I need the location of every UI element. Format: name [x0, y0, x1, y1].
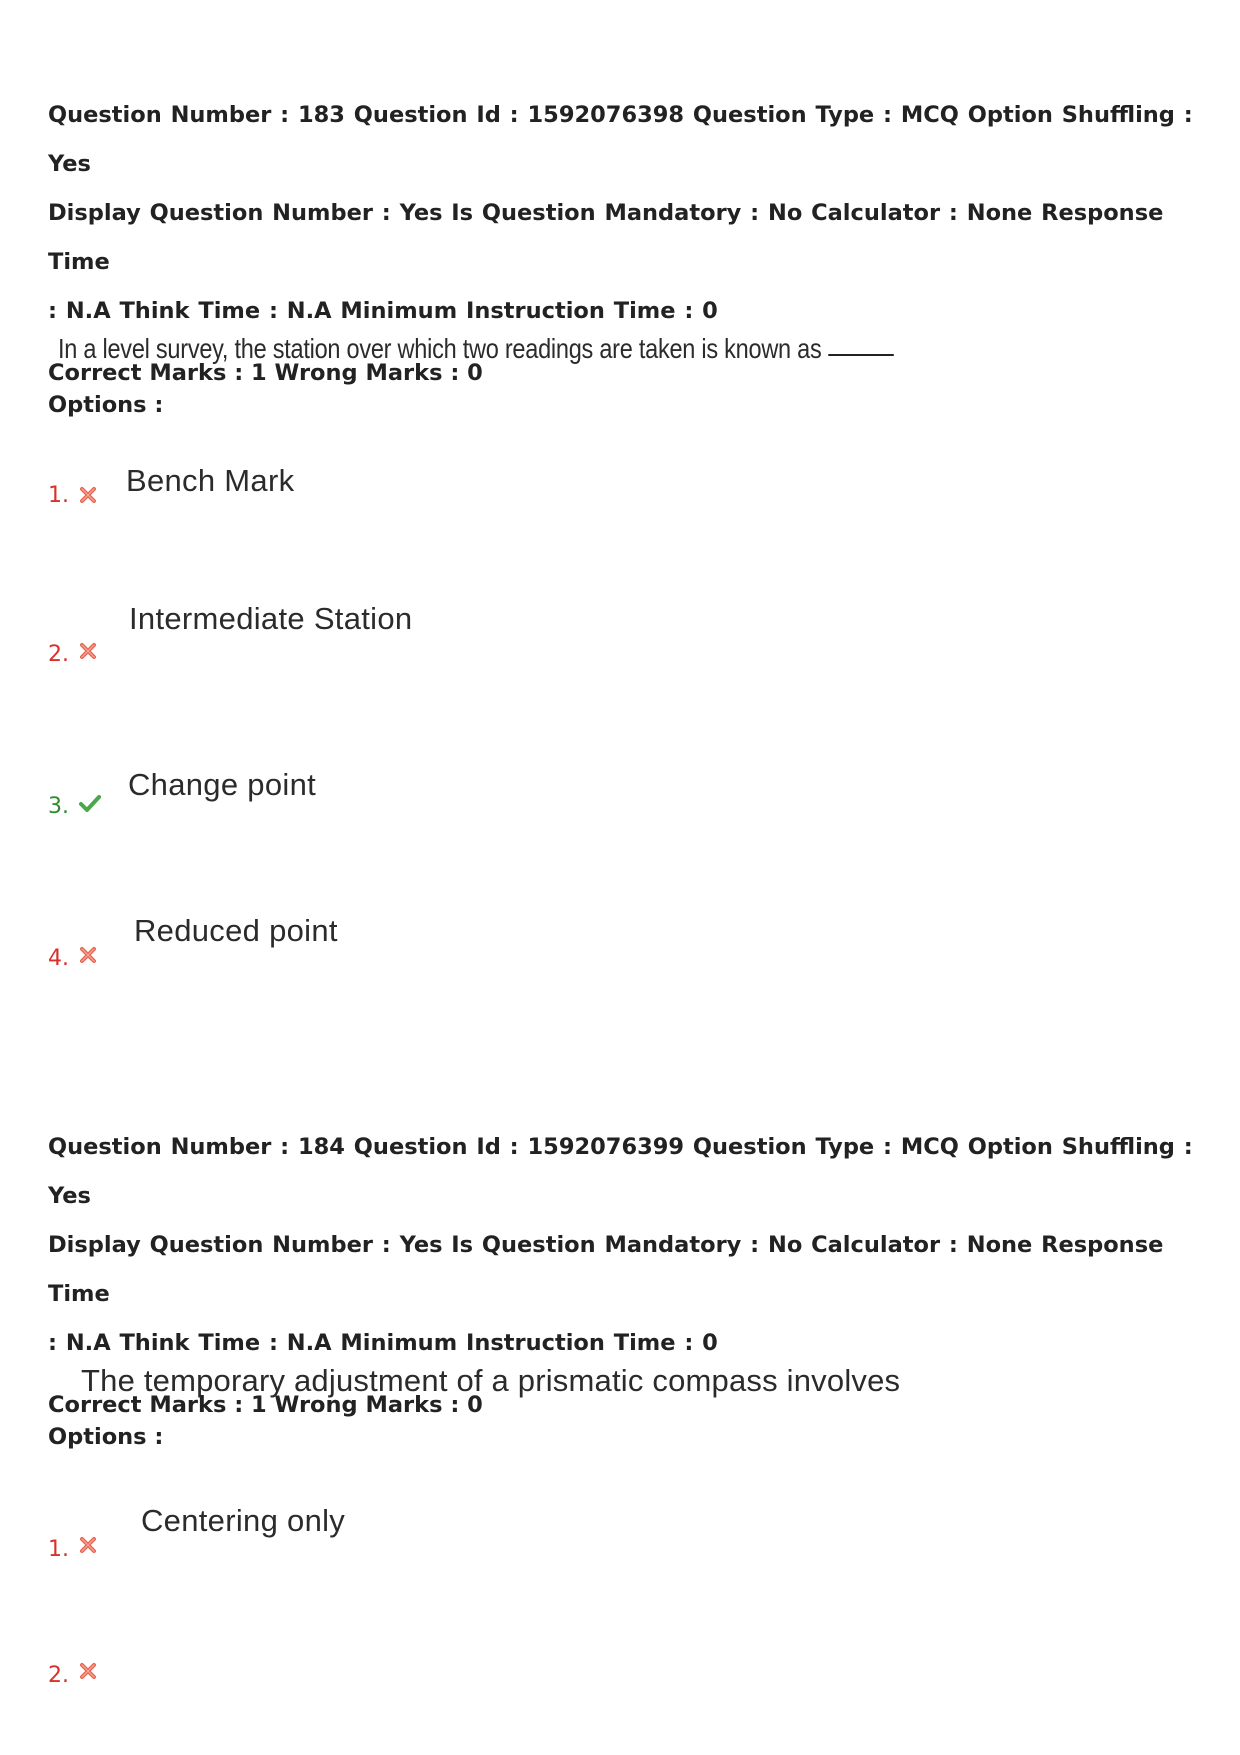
option-text: Change point — [128, 767, 317, 802]
cross-icon — [78, 1535, 98, 1555]
option-text: Bench Mark — [126, 463, 295, 498]
question-meta-line: Display Question Number : Yes Is Question Mandatory : No Calculator : None Response Time — [48, 200, 1164, 275]
question-meta-line: : N.A Think Time : N.A Minimum Instruction Time : 0 — [48, 298, 718, 324]
question-text — [58, 333, 894, 365]
question-block — [48, 91, 1198, 991]
question-text-content: The temporary adjustment of a prismatic compass involves — [81, 1363, 901, 1398]
check-icon — [78, 793, 102, 813]
question-block — [48, 1123, 1198, 1753]
option-item — [48, 463, 948, 523]
cross-icon — [78, 641, 98, 661]
marks-line: Correct Marks : 1 Wrong Marks : 0 — [48, 360, 483, 386]
option-text: Reduced point — [134, 913, 338, 948]
cross-icon — [78, 485, 98, 505]
marks-line: Correct Marks : 1 Wrong Marks : 0 — [48, 1392, 483, 1418]
question-text — [81, 1363, 900, 1399]
option-item — [48, 1503, 948, 1567]
option-number: 3. — [48, 794, 69, 819]
option-number: 1. — [48, 483, 69, 508]
options-label: Options : — [48, 1424, 164, 1450]
option-number: 2. — [48, 1663, 69, 1688]
question-meta-line: Question Number : 183 Question Id : 1592076398 Question Type : MCQ Option Shuffling : Yes — [48, 102, 1193, 177]
question-meta-line: Display Question Number : Yes Is Question Mandatory : No Calculator : None Response Time — [48, 1232, 1164, 1307]
answer-blank — [828, 354, 894, 356]
question-text-content: In a level survey, the station over which two readings are taken is known as — [58, 333, 822, 364]
option-text: Intermediate Station — [129, 601, 413, 636]
option-number: 1. — [48, 1537, 69, 1562]
option-item — [48, 601, 948, 681]
options-label: Options : — [48, 392, 164, 418]
option-number: 4. — [48, 946, 69, 971]
option-item — [48, 1663, 948, 1723]
option-number: 2. — [48, 642, 69, 667]
cross-icon — [78, 1661, 98, 1681]
cross-icon — [78, 945, 98, 965]
option-item — [48, 767, 948, 841]
question-meta-line: : N.A Think Time : N.A Minimum Instruction Time : 0 — [48, 1330, 718, 1356]
option-text: Centering only — [141, 1503, 346, 1538]
question-meta-line: Question Number : 184 Question Id : 1592076399 Question Type : MCQ Option Shuffling : Yes — [48, 1134, 1193, 1209]
option-item — [48, 913, 948, 991]
